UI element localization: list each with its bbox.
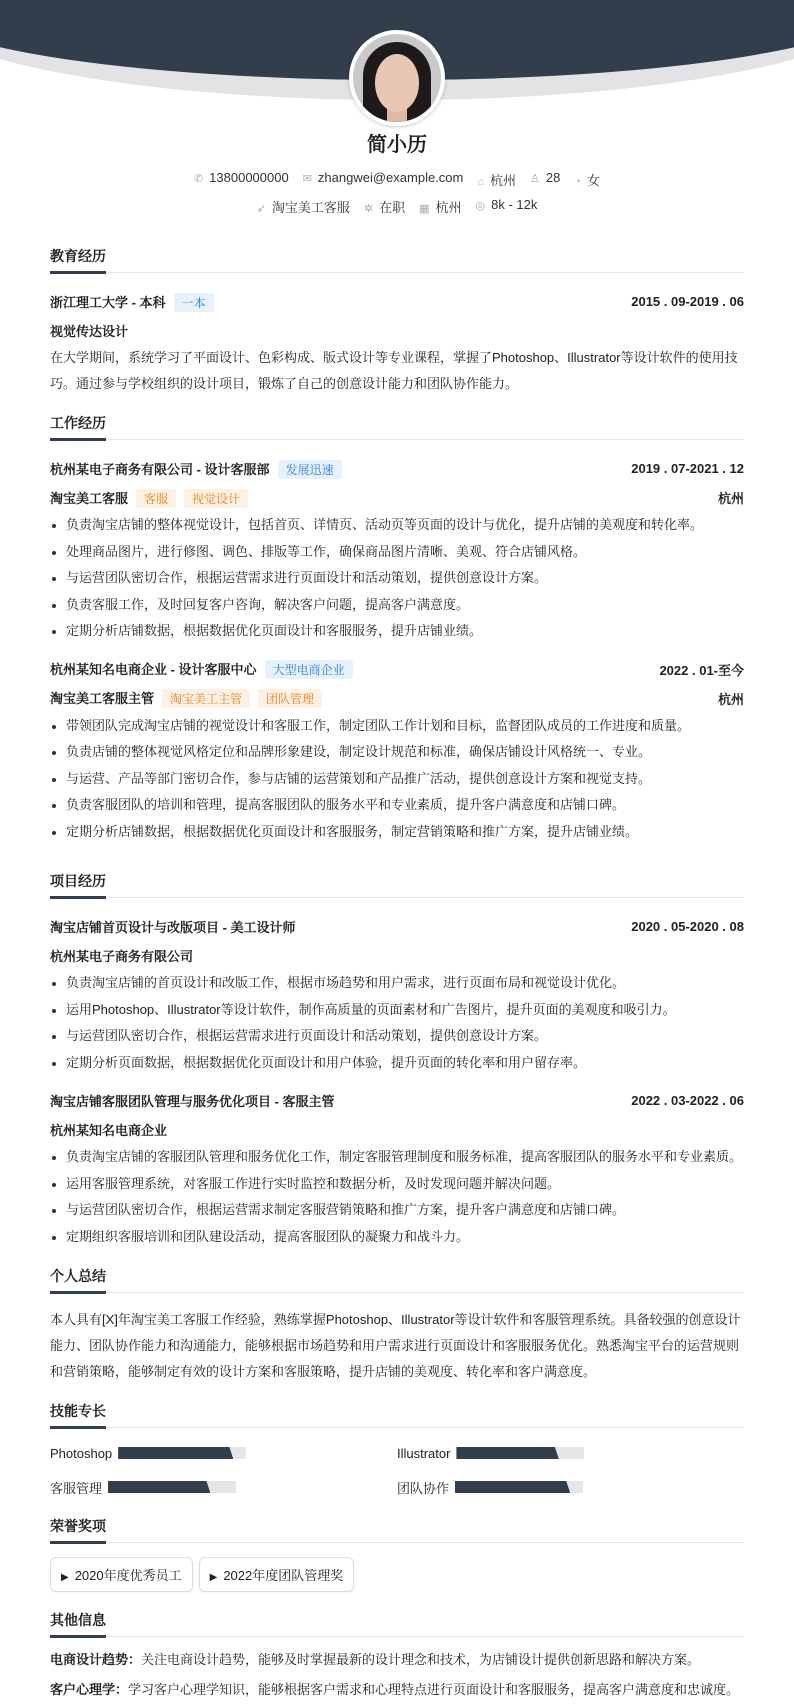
edu-date: 2015 . 09-2019 . 06	[631, 294, 744, 309]
avatar	[349, 30, 445, 126]
role: 淘宝美工客服主管	[50, 691, 155, 706]
skill-fill	[456, 1447, 558, 1459]
info-text: 13800000000	[209, 170, 289, 185]
section-title: 荣誉奖项	[50, 1516, 744, 1543]
bullet: 与运营团队密切合作，根据运营需求制定客服营销策略和推广方案，提升客户满意度和店铺口碑。	[50, 1197, 744, 1224]
other-text: 学习客户心理学知识，能够根据客户需求和心理特点进行页面设计和客服服务，提高客户满意度和忠诚度。	[128, 1682, 740, 1697]
info-item	[477, 170, 516, 189]
status-icon: ✲	[363, 203, 374, 215]
role-tag: 视觉设计	[184, 489, 248, 508]
work-section	[50, 413, 744, 845]
candidate-name: 简小历	[367, 134, 427, 156]
resume-body	[50, 246, 744, 1705]
phone-icon: ✆	[193, 173, 204, 185]
bullet: 与运营、产品等部门密切合作，参与店铺的运营策划和产品推广活动，提供创意设计方案和视觉支持。	[50, 766, 744, 793]
bullet: 负责客服团队的培训和管理，提高客服团队的服务水平和专业素质，提升客户满意度和店铺口碑。	[50, 792, 744, 819]
section-title: 技能专长	[50, 1401, 744, 1428]
education-section	[50, 246, 744, 397]
summary-section	[50, 1266, 744, 1385]
project-entry	[50, 1086, 744, 1250]
bullet: 处理商品图片，进行修图、调色、排版等工作，确保商品图片清晰、美观、符合店铺风格。	[50, 539, 744, 566]
award-name: 2020年度优秀员工	[74, 1568, 182, 1583]
major: 视觉传达设计	[50, 324, 129, 339]
info-item	[476, 197, 538, 216]
info-text: 女	[587, 173, 601, 188]
award-name: 2022年度团队管理奖	[223, 1568, 344, 1583]
role-tag: 团队管理	[258, 689, 322, 708]
bullet: 负责客服工作，及时回复客户咨询，解决客户问题，提高客户满意度。	[50, 592, 744, 619]
contact-row	[0, 170, 794, 189]
project-date: 2020 . 05-2020 . 08	[631, 919, 744, 934]
other-text: 关注电商设计趋势，能够及时掌握最新的设计理念和技术，为店铺设计提供创新思路和解决方案。	[141, 1652, 701, 1667]
section-title: 工作经历	[50, 413, 744, 440]
role-tag: 淘宝美工主管	[162, 689, 250, 708]
salary-icon: ◎	[475, 200, 486, 212]
other-item	[50, 1645, 744, 1675]
info-text: 杭州	[435, 200, 462, 215]
company: 杭州某知名电商企业 - 设计客服中心	[50, 662, 257, 677]
section-title: 项目经历	[50, 871, 744, 898]
skill-bar	[456, 1447, 584, 1459]
info-item	[574, 170, 600, 189]
skill-item	[50, 1442, 397, 1464]
awards-section	[50, 1516, 744, 1592]
job-entry	[50, 655, 744, 846]
project-company: 杭州某电子商务有限公司	[50, 949, 194, 964]
bullet: 负责淘宝店铺的整体视觉设计，包括首页、详情页、活动页等页面的设计与优化，提升店铺的美观度和转化率。	[50, 512, 744, 539]
role: 淘宝美工客服	[50, 490, 129, 506]
info-text: 在职	[379, 200, 406, 215]
bullet: 运用Photoshop、Illustrator等设计软件，制作高质量的页面素材和广告图片，提升页面的美观度和吸引力。	[50, 997, 744, 1024]
edu-desc: 在大学期间，系统学习了平面设计、色彩构成、版式设计等专业课程，掌握了Photoshop、Illustrator等设计软件的使用技巧。通过参与学校组织的设计项目，锻炼了自己的创意设计能力和团队协作能力。	[50, 350, 738, 391]
building-icon: ▦	[419, 203, 430, 215]
skill-item	[50, 1476, 397, 1498]
bullet: 定期分析店铺数据，根据数据优化页面设计和客服服务，制定营销策略和推广方案，提升店铺业绩。	[50, 819, 744, 846]
projects-section	[50, 871, 744, 1250]
other-item	[50, 1675, 744, 1705]
school: 浙江理工大学 - 本科	[50, 294, 166, 310]
bullet: 负责淘宝店铺的客服团队管理和服务优化工作，制定客服管理制度和服务标准，提高客服团队的服务水平和专业素质。	[50, 1144, 744, 1171]
bullet: 与运营团队密切合作，根据运营需求进行页面设计和活动策划，提供创意设计方案。	[50, 565, 744, 592]
award-item	[199, 1557, 355, 1592]
project-company: 杭州某知名电商企业	[50, 1123, 168, 1138]
school-tag: 一本	[174, 293, 214, 312]
bullet: 定期分析页面数据，根据数据优化页面设计和用户体验，提升页面的转化率和用户留存率。	[50, 1050, 744, 1077]
bullet: 与运营团队密切合作，根据运营需求进行页面设计和活动策划，提供创意设计方案。	[50, 1023, 744, 1050]
job-date: 2019 . 07-2021 . 12	[631, 461, 744, 476]
award-item	[50, 1557, 193, 1592]
skill-item	[397, 1476, 744, 1498]
skill-name: 团队协作	[397, 1480, 450, 1496]
info-item	[194, 170, 289, 189]
project-date: 2022 . 03-2022 . 06	[631, 1093, 744, 1108]
job-date: 2022 . 01-至今	[659, 662, 744, 678]
role-tag: 客服	[136, 489, 176, 508]
skills-section	[50, 1401, 744, 1498]
info-text: zhangwei@example.com	[317, 170, 464, 185]
skill-fill	[118, 1447, 233, 1459]
skill-name: Photoshop	[50, 1445, 113, 1461]
other-section	[50, 1610, 744, 1705]
home-icon: ⌂	[477, 176, 485, 188]
job-intent-row	[0, 197, 794, 216]
info-text: 杭州	[490, 173, 517, 188]
info-item	[419, 197, 461, 216]
info-text: 8k - 12k	[491, 197, 538, 212]
skill-bar	[108, 1481, 236, 1493]
section-title: 教育经历	[50, 246, 744, 273]
skill-fill	[108, 1481, 210, 1493]
info-item	[257, 197, 350, 216]
skill-name: Illustrator	[397, 1445, 451, 1461]
section-title: 个人总结	[50, 1266, 744, 1293]
section-title: 其他信息	[50, 1610, 744, 1637]
info-item	[530, 170, 560, 189]
job-entry	[50, 454, 744, 645]
skill-bar	[455, 1481, 583, 1493]
triangle-icon: ▶	[209, 1572, 218, 1583]
skill-fill	[455, 1481, 570, 1493]
gender-icon: ◔	[574, 176, 582, 188]
info-item	[303, 170, 464, 189]
triangle-icon: ▶	[61, 1572, 69, 1583]
bullet: 负责淘宝店铺的首页设计和改版工作，根据市场趋势和用户需求，进行页面布局和视觉设计优化。	[50, 970, 744, 997]
bullet: 负责店铺的整体视觉风格定位和品牌形象建设，制定设计规范和标准，确保店铺设计风格统一、专业。	[50, 739, 744, 766]
bullet: 定期分析店铺数据，根据数据优化页面设计和客服服务，提升店铺业绩。	[50, 618, 744, 645]
bullet: 带领团队完成淘宝店铺的视觉设计和客服工作，制定团队工作计划和目标，监督团队成员的工作进度和质量。	[50, 713, 744, 740]
bullet: 定期组织客服培训和团队建设活动，提高客服团队的凝聚力和战斗力。	[50, 1224, 744, 1251]
bullet: 运用客服管理系统，对客服工作进行实时监控和数据分析，及时发现问题并解决问题。	[50, 1171, 744, 1198]
skill-item	[397, 1442, 744, 1464]
other-label: 客户心理学：	[50, 1682, 129, 1697]
company: 杭州某电子商务有限公司 - 设计客服部	[50, 461, 270, 477]
info-text: 28	[545, 170, 561, 185]
send-icon: ➶	[256, 203, 266, 215]
age-icon: ♙	[530, 173, 540, 185]
info-text: 淘宝美工客服	[271, 200, 350, 215]
other-label: 电商设计趋势：	[50, 1652, 142, 1667]
project-name: 淘宝店铺客服团队管理与服务优化项目 - 客服主管	[50, 1094, 335, 1109]
skill-name: 客服管理	[50, 1480, 103, 1496]
skill-bar	[118, 1447, 246, 1459]
project-entry	[50, 912, 744, 1076]
company-tag: 发展迅速	[278, 460, 342, 479]
company-tag: 大型电商企业	[265, 660, 353, 679]
job-city: 杭州	[717, 691, 744, 707]
job-city: 杭州	[717, 491, 744, 506]
summary-text: 本人具有[X]年淘宝美工客服工作经验，熟练掌握Photoshop、Illustrator等设计软件和客服管理系统。具备较强的创意设计能力、团队协作能力和沟通能力，能够根据市场趋势和用户需求进行页面设计和客服服务优化。熟悉淘宝平台的运营规则和营销策略，能够制定有效的设计方案和客服策略，提升店铺的美观度、转化率和客户满意度。	[50, 1312, 741, 1379]
project-name: 淘宝店铺首页设计与改版项目 - 美工设计师	[50, 920, 296, 935]
info-item	[364, 197, 405, 216]
mail-icon: ✉	[302, 173, 312, 185]
